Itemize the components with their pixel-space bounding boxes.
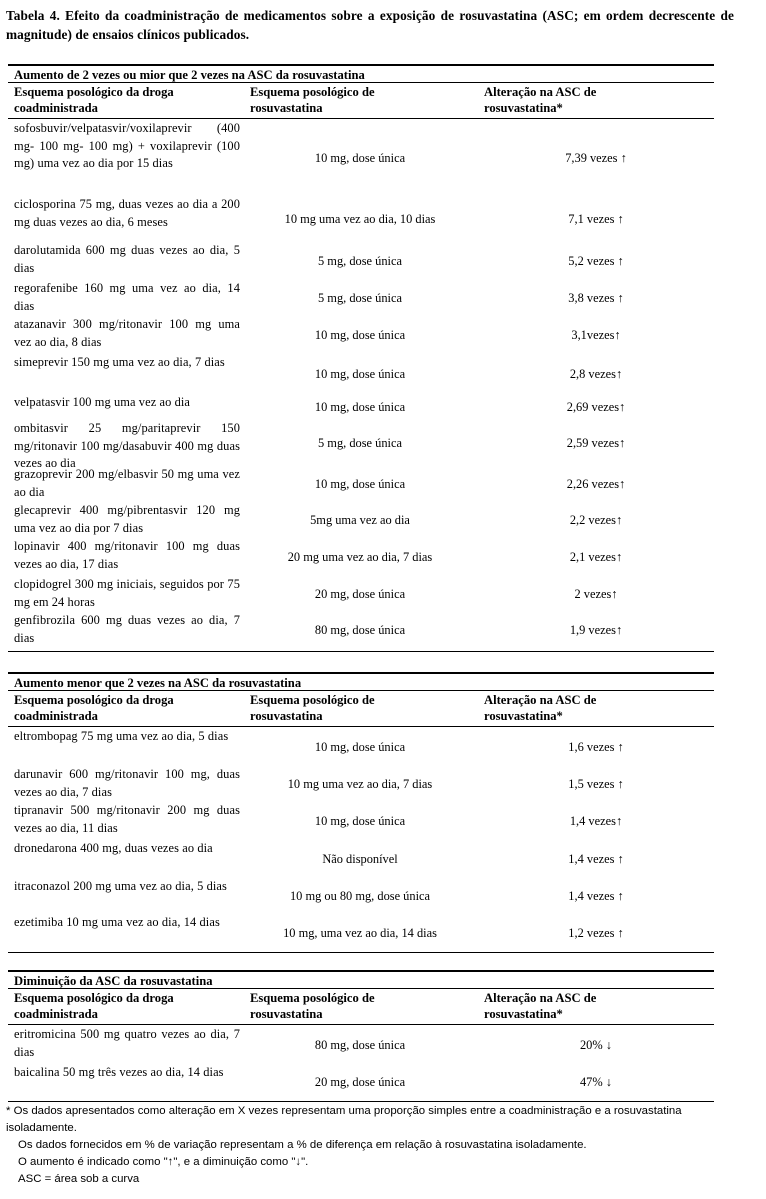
drug-regimen: baicalina 50 mg três vezes ao dia, 14 dias bbox=[14, 1065, 224, 1079]
table-section bbox=[8, 64, 714, 653]
section-bottom-rule bbox=[8, 1101, 714, 1102]
header-drug: Esquema posológico da droga coadministrada bbox=[14, 693, 174, 723]
drug-regimen: velpatasvir 100 mg uma vez ao dia bbox=[14, 395, 191, 409]
auc-change: 2 vezes↑ bbox=[574, 587, 618, 601]
table-row bbox=[8, 802, 714, 840]
auc-change: 47% ↓ bbox=[579, 1075, 612, 1089]
table-row bbox=[8, 420, 714, 470]
drug-regimen: dronedarona 400 mg, duas vezes ao dia bbox=[14, 841, 213, 855]
auc-change: 7,1 vezes ↑ bbox=[568, 212, 624, 226]
table-row bbox=[8, 728, 714, 766]
header-rule bbox=[8, 118, 714, 119]
footnotes bbox=[6, 1103, 746, 1188]
rosuvastatin-regimen: 10 mg, dose única bbox=[314, 740, 406, 754]
rosuvastatin-regimen: 20 mg uma vez ao dia, 7 dias bbox=[287, 550, 433, 564]
auc-change: 7,39 vezes ↑ bbox=[565, 151, 627, 165]
table-row bbox=[8, 766, 714, 802]
auc-change: 1,6 vezes ↑ bbox=[568, 740, 624, 754]
auc-change: 2,26 vezes↑ bbox=[566, 477, 626, 491]
rosuvastatin-regimen: 20 mg, dose única bbox=[314, 1075, 406, 1089]
table-section bbox=[8, 672, 714, 954]
auc-change: 1,4 vezes ↑ bbox=[568, 852, 624, 866]
auc-change: 5,2 vezes ↑ bbox=[568, 254, 624, 268]
auc-change: 3,1vezes↑ bbox=[571, 328, 621, 342]
drug-regimen: simeprevir 150 mg uma vez ao dia, 7 dias bbox=[14, 355, 225, 369]
header-rosuvastatin: Esquema posológico de rosuvastatina bbox=[250, 85, 375, 115]
table-row bbox=[8, 612, 714, 648]
rosuvastatin-regimen: 10 mg, dose única bbox=[314, 400, 406, 414]
drug-regimen: genfibrozila 600 mg duas vezes ao dia, 7 dias bbox=[14, 613, 240, 645]
header-change: Alteração na ASC de rosuvastatina* bbox=[484, 85, 597, 115]
drug-regimen: clopidogrel 300 mg iniciais, seguidos por 75 mg em 24 horas bbox=[14, 577, 240, 609]
header-rule bbox=[8, 726, 714, 727]
rosuvastatin-regimen: 10 mg ou 80 mg, dose única bbox=[289, 889, 431, 903]
table-row bbox=[8, 354, 714, 394]
rosuvastatin-regimen: 10 mg uma vez ao dia, 7 dias bbox=[287, 777, 433, 791]
table-row bbox=[8, 576, 714, 612]
table-row bbox=[8, 1026, 714, 1064]
rosuvastatin-regimen: 5mg uma vez ao dia bbox=[310, 513, 410, 527]
table-row bbox=[8, 196, 714, 242]
section-top-rule bbox=[8, 970, 714, 972]
auc-change: 2,59 vezes↑ bbox=[566, 436, 626, 450]
section-title: Aumento de 2 vezes ou mior que 2 vezes na ASC da rosuvastatina bbox=[14, 68, 365, 82]
drug-regimen: eritromicina 500 mg quatro vezes ao dia, 7 dias bbox=[14, 1027, 240, 1059]
table-row bbox=[8, 120, 714, 196]
drug-regimen: lopinavir 400 mg/ritonavir 100 mg duas vezes ao dia, 17 dias bbox=[14, 539, 240, 571]
section-title-rule bbox=[8, 82, 714, 83]
auc-change: 2,69 vezes↑ bbox=[566, 400, 626, 414]
table-caption: Tabela 4. Efeito da coadministração de medicamentos sobre a exposição de rosuvastatina (ASC; em ordem decrescente de magnitude) de ensaios clínicos publicados. bbox=[6, 8, 734, 42]
drug-regimen: darunavir 600 mg/ritonavir 100 mg, duas vezes ao dia, 7 dias bbox=[14, 767, 240, 799]
section-title: Aumento menor que 2 vezes na ASC da rosuvastatina bbox=[14, 676, 302, 690]
table-row bbox=[8, 242, 714, 280]
drug-regimen: sofosbuvir/velpatasvir/voxilaprevir (400 mg- 100 mg- 100 mg) + voxilaprevir (100 mg) uma vez ao dia por 15 dias bbox=[14, 121, 240, 170]
section-title-rule bbox=[8, 988, 714, 989]
rosuvastatin-regimen: 20 mg, dose única bbox=[314, 587, 406, 601]
drug-regimen: regorafenibe 160 mg uma vez ao dia, 14 dias bbox=[14, 281, 240, 313]
footnote-1: * Os dados apresentados como alteração em X vezes representam uma proporção simples entre a coadministração e a rosuvastatina isoladamente. bbox=[6, 1105, 682, 1134]
drug-regimen: darolutamida 600 mg duas vezes ao dia, 5 dias bbox=[14, 243, 240, 275]
rosuvastatin-regimen: 10 mg, dose única bbox=[314, 814, 406, 828]
rosuvastatin-regimen: 5 mg, dose única bbox=[318, 291, 402, 305]
header-change: Alteração na ASC de rosuvastatina* bbox=[484, 693, 597, 723]
drug-regimen: atazanavir 300 mg/ritonavir 100 mg uma vez ao dia, 8 dias bbox=[14, 317, 240, 349]
section-bottom-rule bbox=[8, 952, 714, 953]
table-row bbox=[8, 1064, 714, 1100]
auc-change: 1,2 vezes ↑ bbox=[568, 926, 624, 940]
rosuvastatin-regimen: 5 mg, dose única bbox=[318, 254, 402, 268]
footnote-4: ASC = área sob a curva bbox=[18, 1173, 140, 1185]
footnote-2: Os dados fornecidos em % de variação representam a % de diferença em relação à rosuvastatina isoladamente. bbox=[18, 1139, 587, 1151]
drug-regimen: eltrombopag 75 mg uma vez ao dia, 5 dias bbox=[14, 729, 229, 743]
table-row bbox=[8, 316, 714, 354]
table-row bbox=[8, 840, 714, 878]
header-change: Alteração na ASC de rosuvastatina* bbox=[484, 991, 597, 1021]
drug-regimen: ombitasvir 25 mg/paritaprevir 150 mg/ritonavir 100 mg/dasabuvir 400 mg duas vezes ao dia bbox=[14, 421, 240, 470]
section-bottom-rule bbox=[8, 651, 714, 652]
rosuvastatin-regimen: 10 mg uma vez ao dia, 10 dias bbox=[284, 212, 436, 226]
auc-change: 1,9 vezes↑ bbox=[569, 623, 623, 637]
table-row bbox=[8, 502, 714, 538]
rosuvastatin-regimen: 10 mg, dose única bbox=[314, 151, 406, 165]
drug-regimen: glecaprevir 400 mg/pibrentasvir 120 mg uma vez ao dia por 7 dias bbox=[14, 503, 240, 535]
auc-change: 2,2 vezes↑ bbox=[569, 513, 623, 527]
rosuvastatin-regimen: Não disponível bbox=[322, 852, 398, 866]
rosuvastatin-regimen: 10 mg, dose única bbox=[314, 328, 406, 342]
table-row bbox=[8, 538, 714, 576]
rosuvastatin-regimen: 80 mg, dose única bbox=[314, 623, 406, 637]
auc-change: 1,5 vezes ↑ bbox=[568, 777, 624, 791]
auc-change: 2,1 vezes↑ bbox=[569, 550, 623, 564]
table-section bbox=[8, 970, 714, 1103]
auc-change: 3,8 vezes ↑ bbox=[568, 291, 624, 305]
section-top-rule bbox=[8, 672, 714, 674]
section-title: Diminuição da ASC da rosuvastatina bbox=[14, 974, 213, 988]
drug-regimen: tipranavir 500 mg/ritonavir 200 mg duas vezes ao dia, 11 dias bbox=[14, 803, 240, 835]
table-row bbox=[8, 394, 714, 420]
drug-regimen: ciclosporina 75 mg, duas vezes ao dia a 200 mg duas vezes ao dia, 6 meses bbox=[14, 197, 240, 229]
header-rosuvastatin: Esquema posológico de rosuvastatina bbox=[250, 991, 375, 1021]
auc-change: 1,4 vezes ↑ bbox=[568, 889, 624, 903]
auc-change: 1,4 vezes↑ bbox=[569, 814, 623, 828]
table-row bbox=[8, 466, 714, 502]
table-row bbox=[8, 914, 714, 952]
footnote-3: O aumento é indicado como "↑", e a diminuição como "↓". bbox=[18, 1156, 309, 1168]
header-drug: Esquema posológico da droga coadministrada bbox=[14, 991, 174, 1021]
drug-regimen: grazoprevir 200 mg/elbasvir 50 mg uma vez ao dia bbox=[14, 467, 240, 499]
header-rule bbox=[8, 1024, 714, 1025]
header-drug: Esquema posológico da droga coadministrada bbox=[14, 85, 174, 115]
section-title-rule bbox=[8, 690, 714, 691]
header-rosuvastatin: Esquema posológico de rosuvastatina bbox=[250, 693, 375, 723]
rosuvastatin-regimen: 5 mg, dose única bbox=[318, 436, 402, 450]
auc-change: 2,8 vezes↑ bbox=[569, 367, 623, 381]
table-row bbox=[8, 280, 714, 316]
drug-regimen: itraconazol 200 mg uma vez ao dia, 5 dias bbox=[14, 879, 227, 893]
section-top-rule bbox=[8, 64, 714, 66]
rosuvastatin-regimen: 80 mg, dose única bbox=[314, 1038, 406, 1052]
table-row bbox=[8, 878, 714, 914]
drug-regimen: ezetimiba 10 mg uma vez ao dia, 14 dias bbox=[14, 915, 220, 929]
auc-change: 20% ↓ bbox=[579, 1038, 612, 1052]
rosuvastatin-regimen: 10 mg, dose única bbox=[314, 477, 406, 491]
rosuvastatin-regimen: 10 mg, dose única bbox=[314, 367, 406, 381]
rosuvastatin-regimen: 10 mg, uma vez ao dia, 14 dias bbox=[283, 926, 437, 940]
